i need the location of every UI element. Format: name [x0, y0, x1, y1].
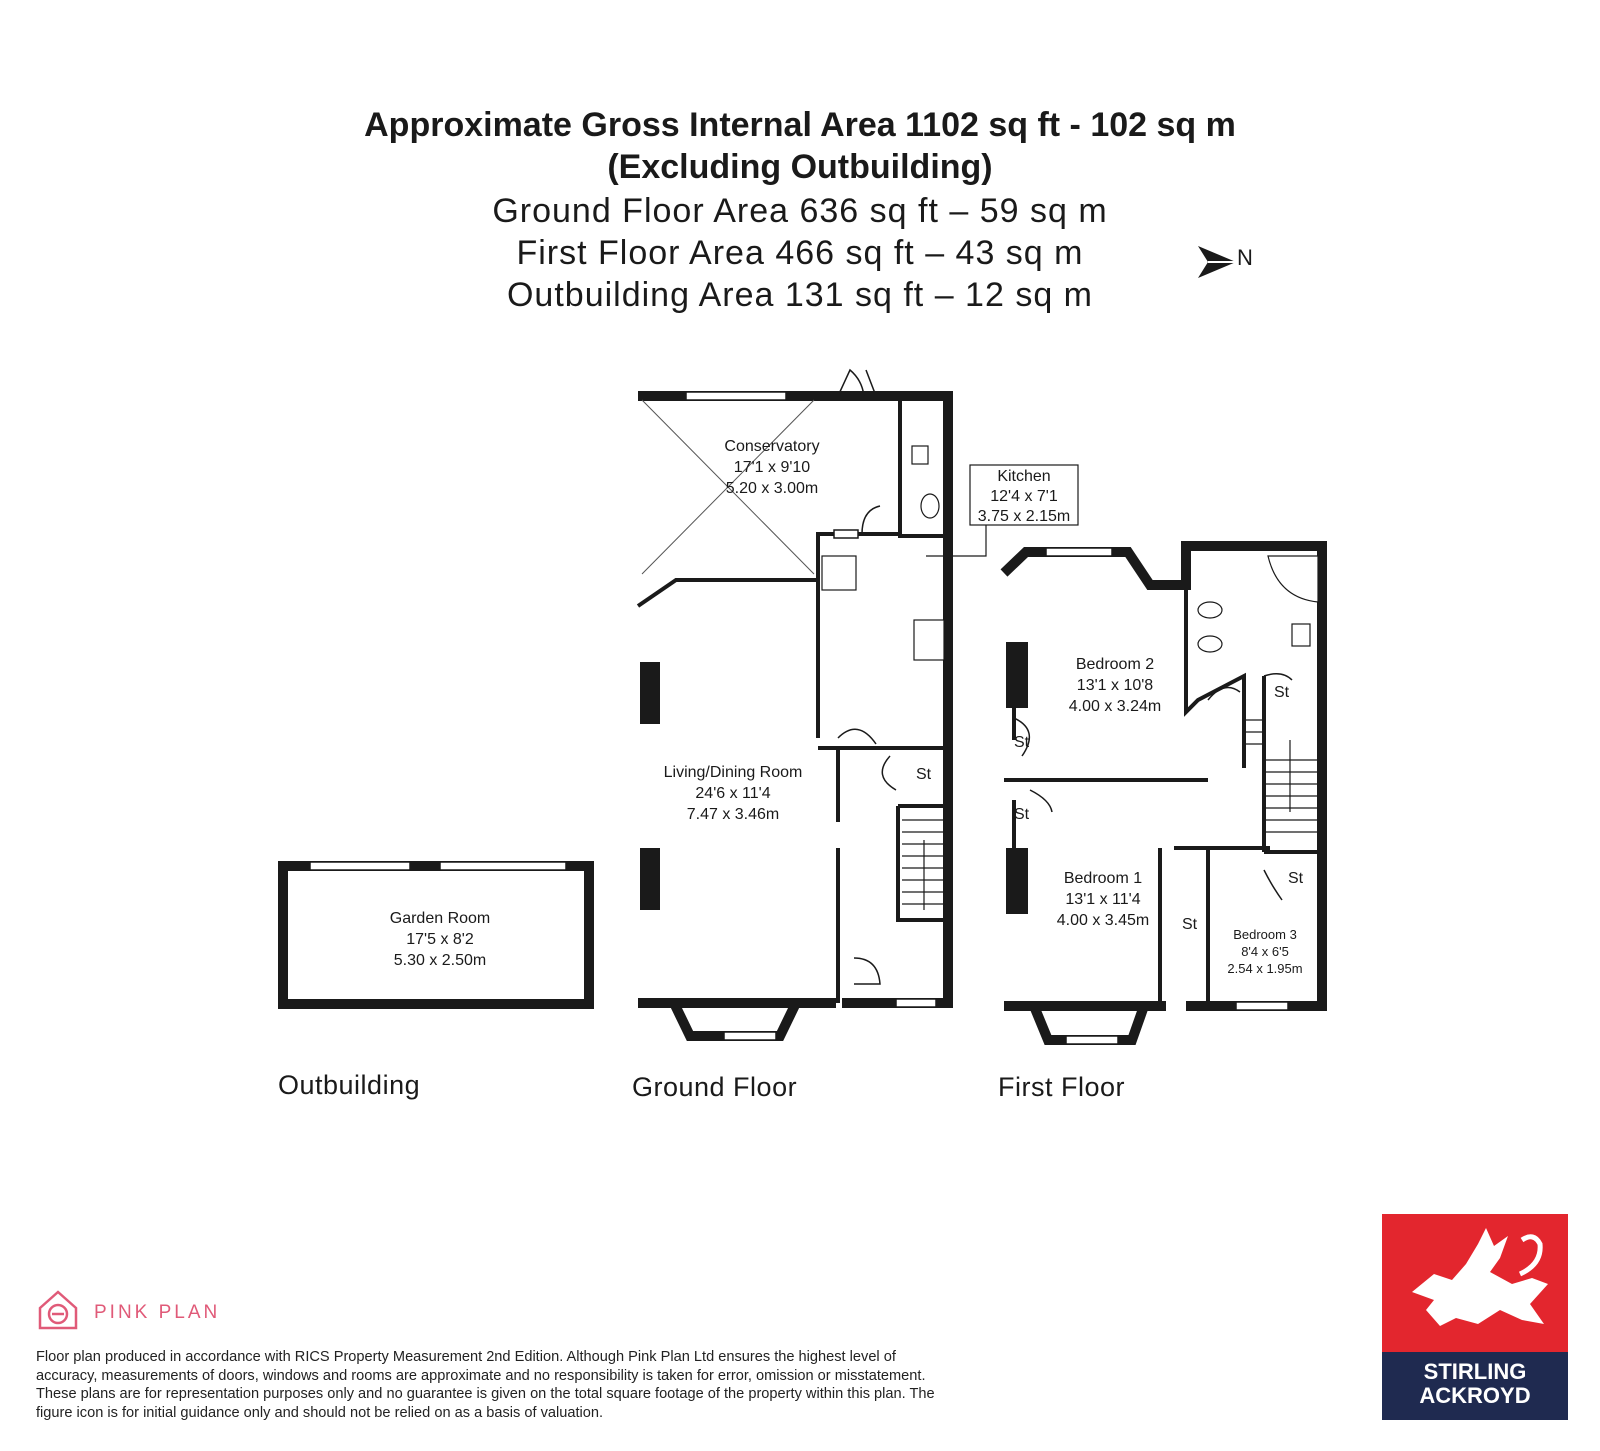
chimney-breast — [640, 662, 660, 724]
sink-icon — [822, 556, 856, 590]
chimney-breast — [1006, 848, 1028, 914]
outbuilding-floor-label: Outbuilding — [278, 1070, 421, 1100]
room-dimensions-metric: 3.75 x 2.15m — [977, 508, 1071, 525]
first-floor-label: First Floor — [998, 1072, 1125, 1102]
toilet-icon — [921, 494, 939, 518]
kitchen-callout-line — [926, 525, 986, 556]
room-dimensions-metric: 4.00 x 3.24m — [1068, 698, 1162, 715]
bedroom3-label — [1212, 926, 1318, 977]
toilet-icon — [1198, 636, 1222, 652]
toilet-icon — [1198, 602, 1222, 618]
pink-plan-house-icon — [36, 1288, 80, 1332]
room-dimensions-metric: 7.47 x 3.46m — [686, 806, 780, 823]
storage-label: St — [1288, 870, 1304, 887]
room-dimensions-imperial: 24'6 x 11'4 — [695, 785, 771, 802]
door-icon — [1264, 674, 1292, 680]
conservatory-label — [690, 436, 854, 499]
first-floor-area: First Floor Area 466 sq ft – 43 sq m — [516, 234, 1084, 272]
kitchen-label — [970, 467, 1078, 527]
agent-name-line1: STIRLING — [1423, 1359, 1527, 1384]
room-name: Bedroom 1 — [1063, 870, 1143, 887]
room-dimensions-imperial: 13'1 x 10'8 — [1076, 677, 1154, 694]
bedroom2-label — [1040, 654, 1190, 717]
cupboard-walls — [1014, 700, 1160, 1006]
room-name: Bedroom 3 — [1233, 927, 1297, 942]
garden-room-label — [360, 908, 520, 971]
storage-label: St — [1014, 734, 1030, 751]
room-name: Bedroom 2 — [1075, 656, 1155, 673]
room-dimensions-imperial: 13'1 x 11'4 — [1065, 891, 1141, 908]
stair-walls — [898, 806, 948, 920]
room-dimensions-imperial: 8'4 x 6'5 — [1241, 944, 1289, 959]
stirling-ackroyd-logo — [1382, 1214, 1568, 1420]
storage-label: St — [1182, 916, 1198, 933]
room-dimensions-metric: 5.30 x 2.50m — [393, 952, 487, 969]
agent-name-line2: ACKROYD — [1419, 1383, 1531, 1408]
door-icon — [854, 958, 880, 984]
window — [1236, 1002, 1288, 1010]
door-icon — [1264, 870, 1282, 900]
basin-icon — [912, 446, 928, 464]
first-stairs — [1246, 720, 1318, 832]
outbuilding-area: Outbuilding Area 131 sq ft – 12 sq m — [506, 276, 1093, 314]
pink-plan-name: PINK PLAN — [94, 1302, 221, 1323]
window — [834, 530, 858, 538]
window — [724, 1032, 776, 1040]
living-dining-label — [650, 762, 816, 825]
ground-floor-label: Ground Floor — [632, 1072, 798, 1102]
chimney-breast — [1006, 642, 1028, 708]
room-name: Garden Room — [389, 910, 491, 927]
hob-icon — [914, 620, 944, 660]
door-icon — [1030, 790, 1052, 812]
griffin-icon — [1382, 1214, 1568, 1352]
room-name: Conservatory — [724, 438, 820, 455]
room-name: Living/Dining Room — [663, 764, 803, 781]
window — [1046, 548, 1112, 556]
room-dimensions-metric: 5.20 x 3.00m — [725, 480, 819, 497]
bath-icon — [1268, 556, 1318, 602]
room-name: Kitchen — [997, 468, 1051, 485]
north-label: N — [1237, 245, 1253, 270]
room-dimensions-metric: 2.54 x 1.95m — [1227, 961, 1303, 976]
door-icon — [862, 506, 880, 534]
room-dimensions-imperial: 17'5 x 8'2 — [406, 931, 474, 948]
disclaimer-text: Floor plan produced in accordance with RICS Property Measurement 2nd Edition. Although Pink Plan Ltd ensures the highest level of accuracy, measurements of doors, windows and rooms are approximate and no responsibility is taken for error, omission or misstatement. These plans are for representation purposes only and no guarantee is given on the total square footage of the property within this plan. The figure icon is for initial guidance only and should not be relied on as a basis of valuation. — [36, 1349, 935, 1421]
storage-label: St — [1014, 806, 1030, 823]
basin-icon — [1292, 624, 1310, 646]
ground-floor-area: Ground Floor Area 636 sq ft – 59 sq m — [492, 192, 1108, 230]
storage-label: St — [916, 766, 932, 783]
window — [896, 999, 936, 1007]
door-icon — [882, 756, 896, 790]
room-dimensions-metric: 4.00 x 3.45m — [1056, 912, 1150, 929]
window — [310, 862, 410, 870]
window — [440, 862, 566, 870]
excluding-outbuilding-note: (Excluding Outbuilding) — [607, 148, 993, 186]
door-icon — [838, 729, 876, 744]
window — [1066, 1036, 1118, 1044]
logo-navy-panel — [1382, 1352, 1568, 1420]
logo-red-panel — [1382, 1214, 1568, 1352]
bedroom1-label — [1038, 868, 1168, 931]
door-icon — [1208, 688, 1240, 701]
storage-label: St — [1274, 684, 1290, 701]
room-dimensions-imperial: 12'4 x 7'1 — [990, 488, 1058, 505]
pink-plan-logo — [36, 1288, 256, 1332]
window — [686, 392, 786, 400]
chimney-breast — [640, 848, 660, 910]
room-dimensions-imperial: 17'1 x 9'10 — [733, 459, 811, 476]
ground-stairs — [902, 820, 946, 910]
gross-area-title: Approximate Gross Internal Area 1102 sq ft - 102 sq m — [364, 106, 1236, 144]
